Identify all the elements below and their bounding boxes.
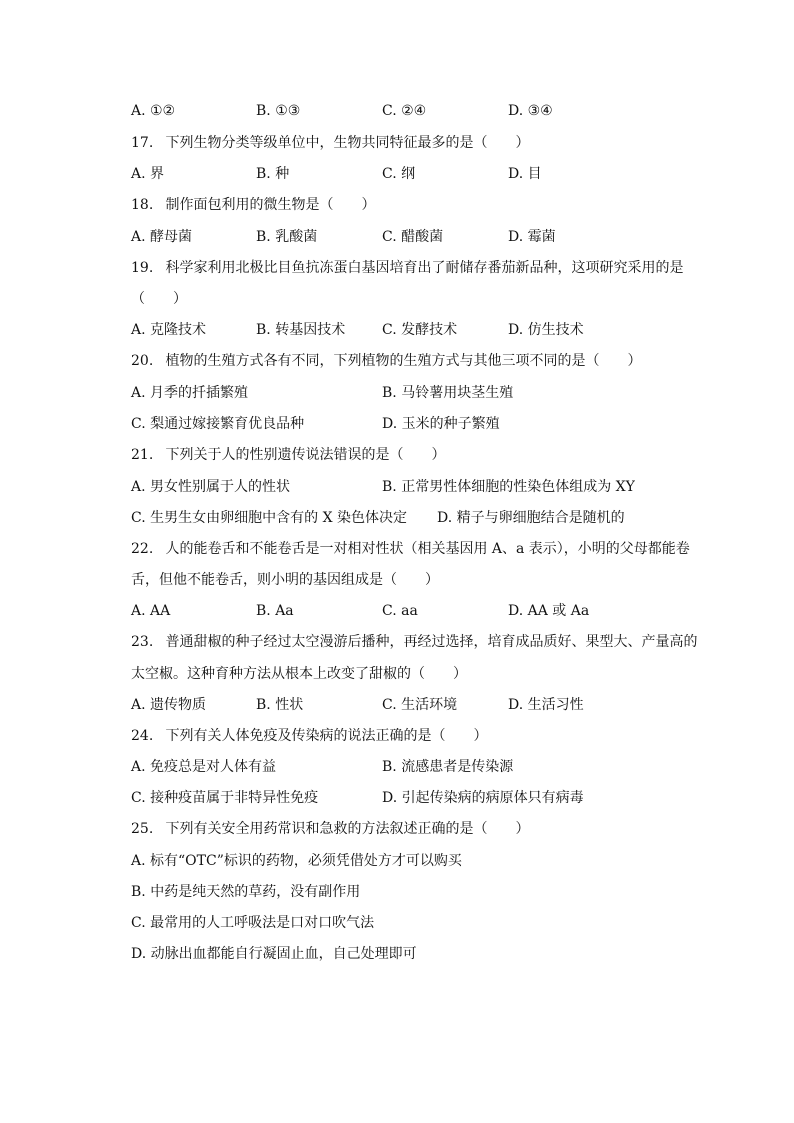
q25-number: 25.: [131, 821, 154, 837]
q16-option-b: B. ①③: [256, 103, 301, 119]
q19-option-a: A. 克隆技术: [131, 322, 207, 338]
q23-option-c: C. 生活环境: [382, 697, 458, 713]
q23-option-a: A. 遗传物质: [131, 697, 207, 713]
q18-number: 18.: [131, 197, 154, 213]
q21-number: 21.: [131, 447, 154, 463]
q19-option-d: D. 仿生技术: [508, 322, 584, 338]
q17-option-d: D. 目: [508, 166, 542, 182]
q24-option-b: B. 流感患者是传染源: [382, 759, 514, 775]
q24-option-a: A. 免疫总是对人体有益: [131, 759, 277, 775]
q24-text: 下列有关人体免疫及传染病的说法正确的是（ ）: [165, 728, 488, 744]
q22-option-d: D. AA 或 Aa: [508, 603, 590, 619]
q25-stem: [131, 818, 529, 840]
q21-option-c: C. 生男生女由卵细胞中含有的 X 染色体决定: [131, 510, 407, 526]
q20-number: 20.: [131, 353, 154, 369]
q21-option-d: D. 精子与卵细胞结合是随机的: [437, 510, 625, 526]
q18-option-b: B. 乳酸菌: [256, 229, 318, 245]
q25-option-d: D. 动脉出血都能自行凝固止血，自己处理即可: [131, 946, 417, 962]
q21-option-a: A. 男女性别属于人的性状: [131, 479, 291, 495]
q25-option-c: C. 最常用的人工呼吸法是口对口吹气法: [131, 915, 375, 931]
q21-stem: [131, 444, 445, 466]
q22-stem-continued: 舌，但他不能卷舌，则小明的基因组成是（ ）: [131, 572, 439, 588]
q24-number: 24.: [131, 728, 154, 744]
q17-option-b: B. 种: [256, 166, 290, 182]
q20-option-c: C. 梨通过嫁接繁育优良品种: [131, 416, 305, 432]
q16-option-d: D. ③④: [508, 103, 553, 119]
q24-stem: [131, 725, 487, 747]
q22-option-b: B. Aa: [256, 603, 294, 619]
q16-option-a: A. ①②: [131, 103, 176, 119]
q19-number: 19.: [131, 260, 154, 276]
q22-option-c: C. aa: [382, 603, 418, 619]
q22-stem: [131, 538, 690, 560]
q23-text: 普通甜椒的种子经过太空漫游后播种，再经过选择，培育成品质好、果型大、产量高的: [165, 634, 698, 650]
q23-stem-continued: 太空椒。这种育种方法从根本上改变了甜椒的（ ）: [131, 666, 467, 682]
q18-stem: [131, 194, 375, 216]
q23-option-b: B. 性状: [256, 697, 304, 713]
q21-text: 下列关于人的性别遗传说法错误的是（ ）: [165, 447, 446, 463]
q25-option-b: B. 中药是纯天然的草药，没有副作用: [131, 884, 361, 900]
q17-number: 17.: [131, 135, 154, 151]
q19-stem-continued: （ ）: [131, 291, 187, 307]
q25-option-a: A. 标有“OTC”标识的药物，必须凭借处方才可以购买: [131, 853, 462, 869]
q18-option-d: D. 霉菌: [508, 229, 556, 245]
q18-text: 制作面包利用的微生物是（ ）: [165, 197, 376, 213]
q20-option-b: B. 马铃薯用块茎生殖: [382, 385, 514, 401]
q24-option-c: C. 接种疫苗属于非特异性免疫: [131, 790, 319, 806]
q17-stem: [131, 132, 529, 154]
q23-number: 23.: [131, 634, 154, 650]
q21-option-b: B. 正常男性体细胞的性染色体组成为 XY: [382, 479, 635, 495]
q20-option-d: D. 玉米的种子繁殖: [382, 416, 500, 432]
q20-stem: [131, 350, 641, 372]
q25-text: 下列有关安全用药常识和急救的方法叙述正确的是（ ）: [165, 821, 530, 837]
q22-number: 22.: [131, 541, 154, 557]
q18-option-c: C. 醋酸菌: [382, 229, 444, 245]
q19-option-b: B. 转基因技术: [256, 322, 346, 338]
q19-option-c: C. 发酵技术: [382, 322, 458, 338]
q16-option-c: C. ②④: [382, 103, 427, 119]
q22-text: 人的能卷舌和不能卷舌是一对相对性状（相关基因用 A、a 表示），小明的父母都能卷: [165, 541, 690, 557]
q18-option-a: A. 酵母菌: [131, 229, 193, 245]
q22-option-a: A. AA: [131, 603, 171, 619]
q24-option-d: D. 引起传染病的病原体只有病毒: [382, 790, 584, 806]
q23-option-d: D. 生活习性: [508, 697, 584, 713]
q19-text: 科学家利用北极比目鱼抗冻蛋白基因培育出了耐储存番茄新品种，这项研究采用的是: [165, 260, 684, 276]
q23-stem: [131, 631, 697, 653]
q20-option-a: A. 月季的扦插繁殖: [131, 385, 249, 401]
q17-option-a: A. 界: [131, 166, 165, 182]
q20-text: 植物的生殖方式各有不同，下列植物的生殖方式与其他三项不同的是（ ）: [165, 353, 642, 369]
q17-text: 下列生物分类等级单位中，生物共同特征最多的是（ ）: [165, 135, 530, 151]
q19-stem: [131, 257, 683, 279]
q17-option-c: C. 纲: [382, 166, 416, 182]
